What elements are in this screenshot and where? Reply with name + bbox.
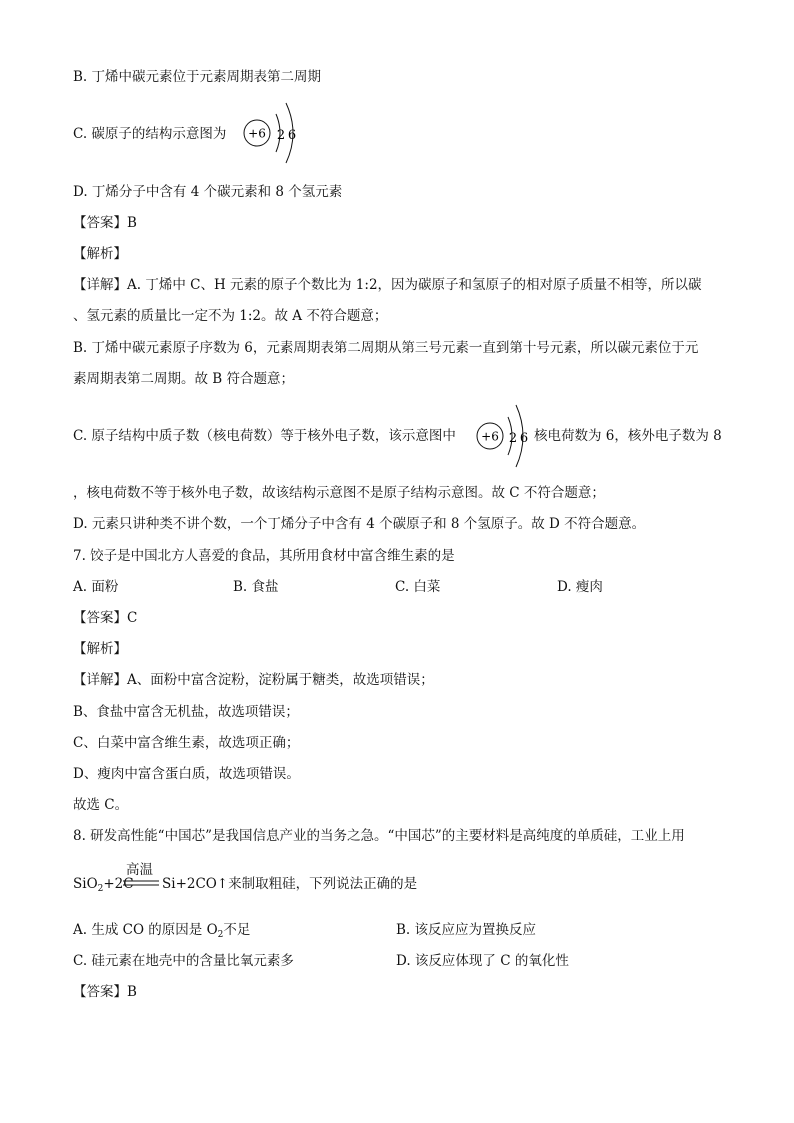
q7-detail-line: D、瘦肉中富含蛋白质，故选项错误。	[73, 766, 300, 782]
q7-option-c: C. 白菜	[395, 579, 441, 595]
q6-option-c: C. 碳原子的结构示意图为	[73, 126, 227, 142]
q6-option-d: D. 丁烯分子中含有 4 个碳元素和 8 个氢元素	[73, 184, 343, 200]
q8-option-c: C. 硅元素在地壳中的含量比氧元素多	[73, 953, 294, 969]
atom-structure-diagram-inline	[472, 402, 534, 470]
q6-detail-a-line1: 【详解】A. 丁烯中 C、H 元素的原子个数比为 1:2，因为碳原子和氢原子的相对原子质量不相等，所以碳	[73, 277, 702, 293]
q7-stem: 7. 饺子是中国北方人喜爱的食品，其所用食材中富含维生素的是	[73, 548, 455, 564]
eq-equals-sign	[123, 879, 159, 889]
shell-2-electrons: 6	[519, 431, 529, 446]
eq-subscript: 2	[97, 884, 104, 894]
q8-option-a: A. 生成 CO 的原因是 $O_2$不足	[73, 922, 251, 940]
q6-detail-b-line2: 素周期表第二周期。故 B 符合题意；	[73, 371, 295, 387]
q6-detail-b-line1: B. 丁烯中碳元素原子序数为 6，元素周期表第二周期从第三号元素一直到第十号元素，所以碳元素位于元	[73, 340, 699, 356]
q6-detail-d: D. 元素只讲种类不讲个数，一个丁烯分子中含有 4 个碳原子和 8 个氢原子。故 D 不符合题意。	[73, 516, 646, 532]
q6-detail-c-line1b: 核电荷数为 6，核外电子数为 8	[534, 428, 722, 444]
nucleus-charge: +6	[248, 126, 266, 141]
eq-reactant-sio2: SiO	[73, 876, 98, 892]
q8-option-b: B. 该反应应为置换反应	[396, 922, 537, 938]
q8-option-d: D. 该反应体现了 C 的氧化性	[396, 953, 569, 969]
atom-structure-diagram	[238, 100, 308, 166]
q6-detail-c-line2: ，核电荷数不等于核外电子数，故该结构示意图不是原子结构示意图。故 C 不符合题意；	[73, 485, 605, 501]
eq-reactant-c: +2C	[103, 876, 134, 892]
q6-option-b: B. 丁烯中碳元素位于元素周期表第二周期	[73, 69, 322, 85]
q7-option-b: B. 食盐	[233, 579, 279, 595]
q8-stem: 8. 研发高性能“中国芯”是我国信息产业的当务之急。“中国芯”的主要材料是高纯度的单质硅，工业上用	[73, 828, 685, 844]
q7-conclusion: 故选 C。	[73, 797, 129, 813]
q7-answer: 【答案】C	[73, 610, 138, 626]
q7-option-a: A. 面粉	[73, 579, 119, 595]
q6-detail-a-line2: 、氢元素的质量比一定不为 1:2。故 A 不符合题意；	[73, 308, 388, 324]
shell-2-electrons: 6	[287, 128, 297, 143]
q6-answer: 【答案】B	[73, 215, 137, 231]
eq-condition: 高温	[126, 862, 153, 878]
q6-detail-c-line1a: C. 原子结构中质子数（核电荷数）等于核外电子数，该示意图中	[73, 428, 456, 444]
q6-analysis-heading: 【解析】	[73, 246, 127, 262]
nucleus-charge: +6	[481, 429, 499, 444]
eq-products: Si+2CO↑来制取粗硅，下列说法正确的是	[162, 876, 418, 892]
shell-1-electrons: 2	[276, 128, 286, 143]
q7-option-d: D. 瘦肉	[557, 579, 603, 595]
q7-analysis-heading: 【解析】	[73, 641, 127, 657]
q7-detail-line: C、白菜中富含维生素，故选项正确；	[73, 735, 300, 751]
q7-detail-line: B、食盐中富含无机盐，故选项错误；	[73, 704, 299, 720]
shell-1-electrons: 2	[508, 431, 518, 446]
q8-answer: 【答案】B	[73, 984, 137, 1000]
q7-detail-line: 【详解】A、面粉中富含淀粉，淀粉属于糖类，故选项错误；	[73, 672, 434, 688]
